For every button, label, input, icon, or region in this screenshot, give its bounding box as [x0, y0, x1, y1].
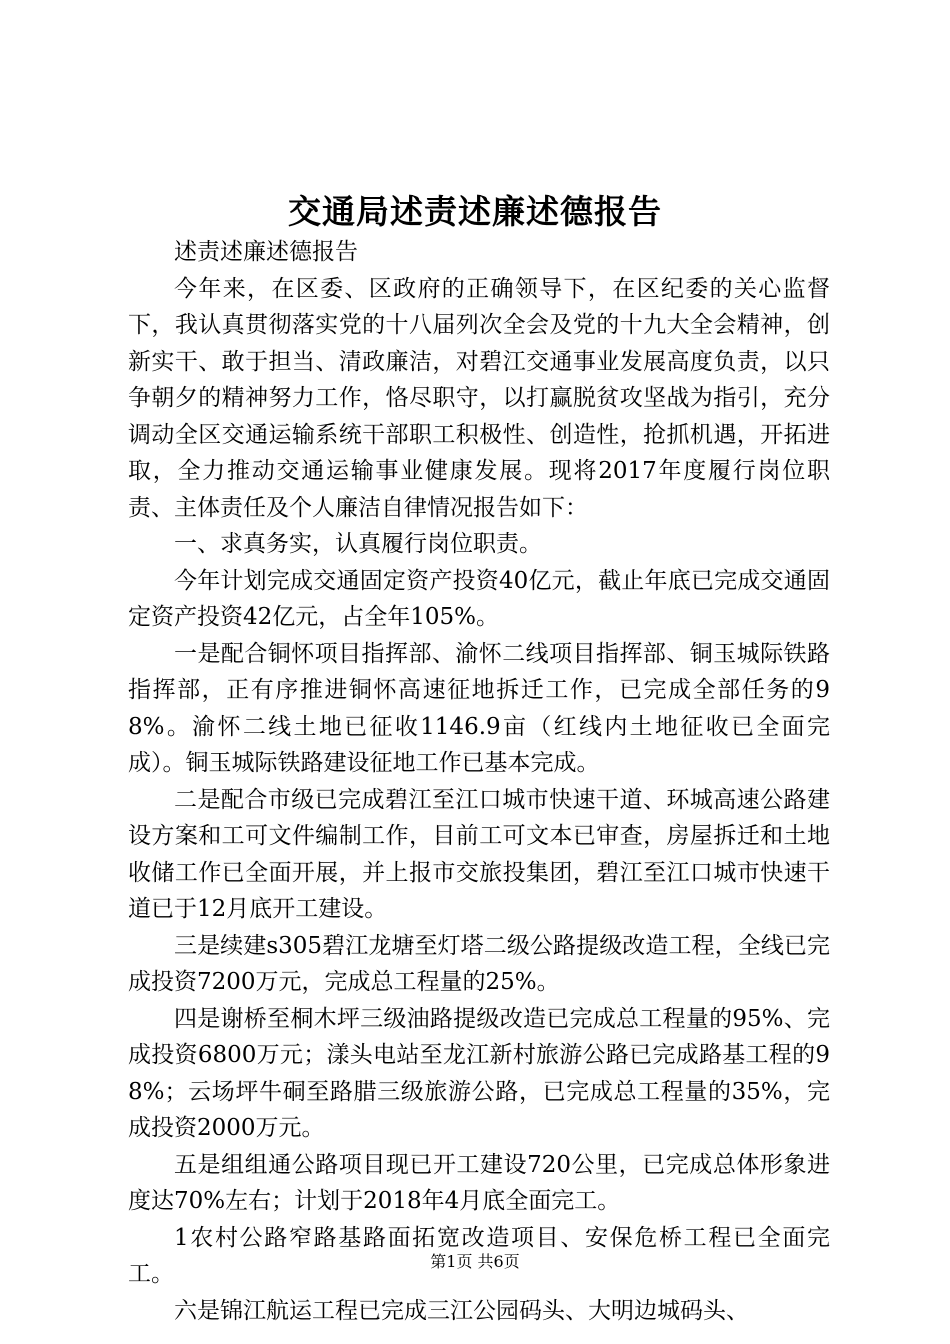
body-paragraph: 二是配合市级已完成碧江至江口城市快速干道、环城高速公路建设方案和工可文件编制工作，目前工可文本已审查，房屋拆迁和土地收储工作已全面开展，并上报市交旅投集团，碧江至江口城市快速干道已于12月底开工建设。 — [128, 786, 830, 922]
body-paragraph: 六是锦江航运工程已完成三江公园码头、大明边城码头、 — [174, 1297, 749, 1324]
subtitle-paragraph: 述责述廉述德报告 — [174, 239, 358, 265]
body-paragraph: 今年计划完成交通固定资产投资40亿元，截止年底已完成交通固定资产投资42亿元，占全年105%。 — [128, 567, 830, 630]
document-body — [128, 234, 830, 1329]
body-paragraph: 五是组组通公路项目现已开工建设720公里，已完成总体形象进度达70%左右；计划于2018年4月底全面完工。 — [128, 1151, 830, 1214]
body-paragraph: 三是续建s305碧江龙塘至灯塔二级公路提级改造工程，全线已完成投资7200万元，完成总工程量的25%。 — [128, 932, 830, 995]
document-title: 交通局述责述廉述德报告 — [288, 192, 662, 231]
body-paragraph: 1农村公路窄路基路面拓宽改造项目、安保危桥工程已全面完工。 — [128, 1224, 830, 1287]
body-paragraph: 一是配合铜怀项目指挥部、渝怀二线项目指挥部、铜玉城际铁路指挥部，正有序推进铜怀高速征地拆迁工作，已完成全部任务的98%。渝怀二线土地已征收1146.9亩（红线内土地征收已全面完成）。铜玉城际铁路建设征地工作已基本完成。 — [128, 640, 830, 776]
intro-paragraph: 今年来，在区委、区政府的正确领导下，在区纪委的关心监督下，我认真贯彻落实党的十八届列次全会及党的十九大全会精神，创新实干、敢于担当、清政廉洁，对碧江交通事业发展高度负责，以只争朝夕的精神努力工作，恪尽职守，以打赢脱贫攻坚战为指引，充分调动全区交通运输系统干部职工积极性、创造性，抢抓机遇，开拓进取，全力推动交通运输事业健康发展。现将2017年度履行岗位职责、主体责任及个人廉洁自律情况报告如下： — [128, 275, 830, 521]
page-footer: 第1页 共6页 — [430, 1252, 520, 1271]
body-paragraph: 四是谢桥至桐木坪三级油路提级改造已完成总工程量的95%、完成投资6800万元；漾头电站至龙江新村旅游公路已完成路基工程的98%；云场坪牛硐至路腊三级旅游公路，已完成总工程量的35%，完成投资2000万元。 — [128, 1005, 830, 1141]
section-heading: 一、求真务实，认真履行岗位职责。 — [174, 531, 542, 557]
